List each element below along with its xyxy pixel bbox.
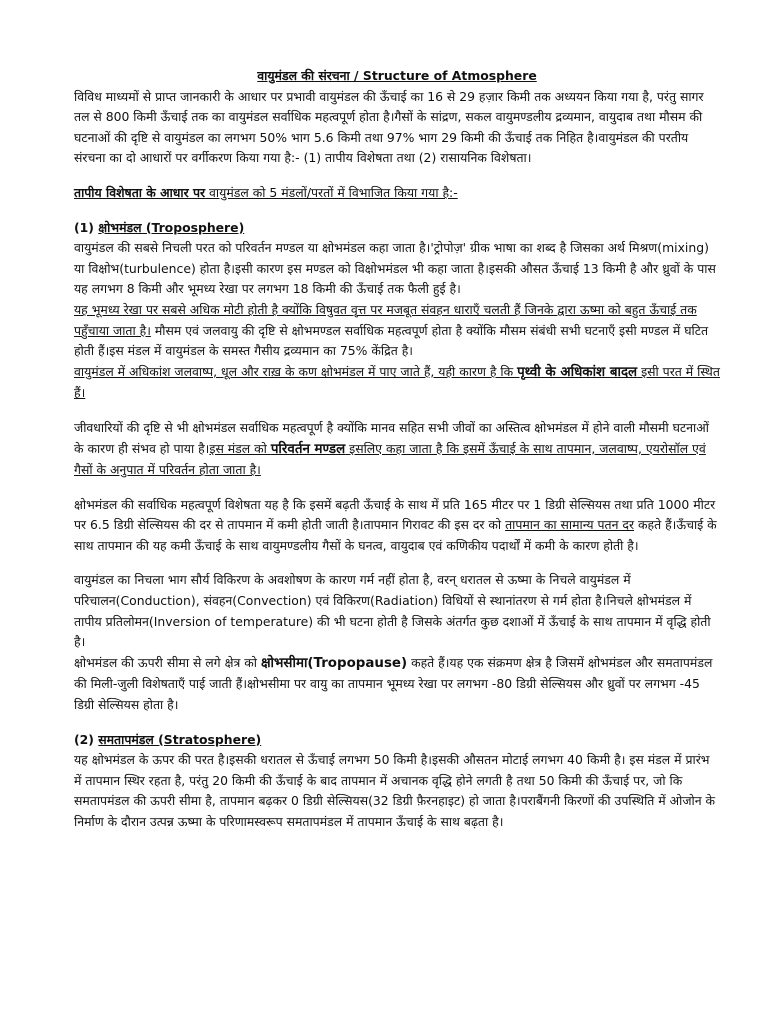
- thermal-classification-line: [74, 183, 720, 204]
- troposphere-paragraph-1: वायुमंडल की सबसे निचली परत को परिवर्तन मण्डल या क्षोभमंडल कहा जाता है।'ट्रोपोज़' ग्रीक भाषा का शब्द है जिसका अर्थ मिश्रण(mixing) या विक्षोभ(turbulence) होता है।इसी कारण इस मण्डल को विक्षोभमंडल भी कहा जाता है।इसकी औसत ऊँचाई 13 किमी है और ध्रुवों के पास यह लगभग 8 किमी और भूमध्य रेखा पर लगभग 18 किमी की ऊँचाई तक फैली हुई है।: [74, 240, 716, 297]
- section-title: क्षोभमंडल (Troposphere): [98, 219, 245, 235]
- underlined-text: यह भूमध्य रेखा पर सबसे अधिक मोटी होती है क्योंकि विषुवत वृत्त पर मजबूत संवहन धाराएँ चलती हैं जिनके द्वारा ऊष्मा को बहुत ऊँचाई तक पहुँचाया जाता है।: [74, 301, 697, 338]
- paragraph-text: क्षोभमंडल की सर्वाधिक महत्वपूर्ण विशेषता यह है कि इसमें बढ़ती ऊँचाई के साथ में प्रति 165 मीटर पर 1 डिग्री सेल्सियस तथा प्रति 1000 मीटर पर 6.5 डिग्री सेल्सियस की दर से तापमान में कमी होती जाती है।तापमान गिरावट की इस दर को: [74, 496, 716, 533]
- troposphere-paragraph-6: [74, 653, 720, 716]
- document-title: वायुमंडल की संरचना / Structure of Atmosphere: [257, 68, 537, 83]
- thermal-classification-bold: तापीय विशेषता के आधार पर: [74, 184, 206, 200]
- troposphere-paragraph-5: वायुमंडल का निचला भाग सौर्य विकिरण के अवशोषण के कारण गर्म नहीं होता है, वरन् धरातल से ऊष्मा के निचले वायुमंडल में परिचालन(Conduction), संवहन(Convection) एवं विकिरण(Radiation) विधियों से स्थानांतरण से गर्म होता है।निचले क्षोभमंडल में तापीय प्रतिलोमन(Inversion of temperature) की भी घटना होती है जिसके अंतर्गत कुछ दशाओं में ऊँचाई के साथ तापमान में वृद्धि होती है।: [74, 572, 711, 650]
- thermal-classification-rest: वायुमंडल को 5 मंडलों/परतों में विभाजित किया गया है:-: [205, 184, 458, 200]
- underlined-text: इसलिए कहा जाता है कि इसमें ऊँचाई के साथ तापमान, जलवाष्प, एयरोसॉल एवं गैसों के अनुपात में परिवर्तन होता जाता है।: [74, 440, 706, 478]
- stratosphere-paragraph-1: यह क्षोभमंडल के ऊपर की परत है।इसकी धरातल से ऊँचाई लगभग 50 किमी है।इसकी औसतन मोटाई लगभग 40 किमी है। इस मंडल में प्रारंभ में तापमान स्थिर रहता है, परंतु 20 किमी की ऊँचाई के बाद तापमान में अचानक वृद्धि होने लगती है तथा 50 किमी की ऊँचाई पर, जो कि समतापमंडल की ऊपरी सीमा है, तापमान बढ़कर 0 डिग्री सेल्सियस(32 डिग्री फ़ैरनहाइट) हो जाता है।पराबैंगनी किरणों की उपस्थिति में ओजोन के निर्माण के दौरान उत्पन्न ऊष्मा के परिणामस्वरूप समतापमंडल में तापमान ऊँचाई के साथ बढ़ता है।: [74, 752, 716, 829]
- bold-underlined-text: परिवर्तन मण्डल: [270, 441, 346, 457]
- paragraph-text: जीवधारियों की दृष्टि से भी क्षोभमंडल सर्वाधिक महत्वपूर्ण है क्योंकि मानव सहित सभी जीवों का अस्तित्व क्षोभमंडल में होने वाली मौसमी घटनाओं के कारण ही संभव हो पाया है।: [74, 419, 709, 456]
- section-number: (1): [74, 219, 99, 235]
- bold-text: क्षोभसीमा(Tropopause): [260, 655, 408, 671]
- section-number: (2): [74, 731, 99, 747]
- section-title: समतापमंडल (Stratosphere): [98, 731, 262, 747]
- bold-underlined-text: पृथ्वी के अधिकांश बादल: [517, 364, 638, 380]
- troposphere-paragraph-2: [74, 300, 720, 404]
- paragraph-text: कहते हैं।ऊँचाई के साथ तापमान की यह कमी ऊँचाई के साथ वायुमण्डलीय गैसों के घनत्व, वायुदाब एवं कणिकीय पदार्थों में कमी के कारण होती है।: [74, 517, 717, 553]
- paragraph-text: क्षोभमंडल की ऊपरी सीमा से लगे क्षेत्र को: [74, 654, 261, 670]
- paragraph-text: मौसम एवं जलवायु की दृष्टि से क्षोभमण्डल सर्वाधिक महत्वपूर्ण होता है क्योंकि मौसम संबंधी सभी घटनाएँ इसी मण्डल में घटित होती हैं।इस मंडल में वायुमंडल के समस्त गैसीय द्रव्यमान का 75% केंद्रित है।: [74, 322, 709, 359]
- intro-paragraph: विविध माध्यमों से प्राप्त जानकारी के आधार पर प्रभावी वायुमंडल की ऊँचाई का 16 से 29 हज़ार किमी तक अध्ययन किया गया है, परंतु सागर तल से 800 किमी ऊँचाई तक का वायुमंडल सर्वाधिक महत्वपूर्ण होता है।गैसों के सांद्रण, सकल वायुमण्डलीय द्रव्यमान, वायुदाब तथा मौसम की घटनाओं की दृष्टि से वायुमंडल का लगभग 50% भाग 5.6 किमी तथा 97% भाग 29 किमी की ऊँचाई तक निहित है।वायुमंडल की परतीय संरचना का दो आधारों पर वर्गीकरण किया गया है:- (1) तापीय विशेषता तथा (2) रासायनिक विशेषता।: [74, 88, 704, 166]
- underlined-text: इस मंडल को: [209, 440, 271, 456]
- underlined-text: वायुमंडल में अधिकांश जलवाष्प, धूल और राख़ के कण क्षोभमंडल में पाए जाते हैं, यही कारण है कि: [74, 363, 518, 379]
- section-heading-stratosphere: [74, 730, 720, 751]
- section-heading-troposphere: [74, 218, 720, 239]
- paragraph-text: कहते हैं।यह एक संक्रमण क्षेत्र है जिसमें क्षोभमंडल और समतापमंडल की मिली-जुली विशेषताएँ पाई जाती हैं।क्षोभसीमा पर वायु का तापमान भूमध्य रेखा पर लगभग -80 डिग्री सेल्सियस और ध्रुवों पर लगभग -45 डिग्री सेल्सियस होता है।: [74, 654, 713, 713]
- troposphere-paragraph-4: [74, 495, 720, 557]
- troposphere-paragraph-3: [74, 418, 720, 481]
- underlined-text: इसी परत में स्थित हैं।: [74, 363, 720, 401]
- underlined-text: तापमान का सामान्य पतन दर: [505, 517, 635, 533]
